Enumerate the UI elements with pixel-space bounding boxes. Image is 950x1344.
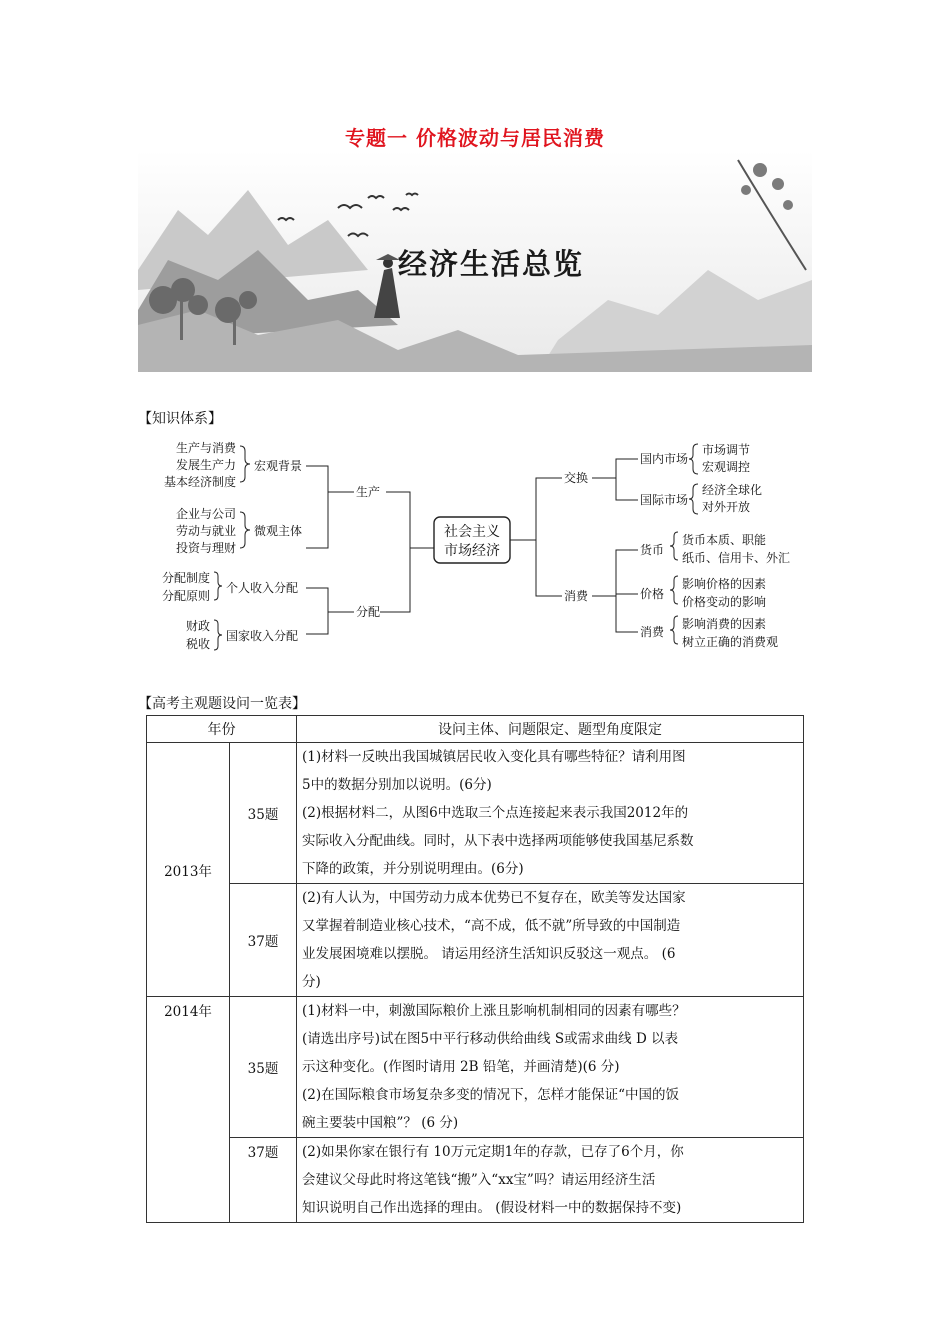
question-number-cell: 35题 [230, 743, 297, 884]
personal-income-label: 个人收入分配 [226, 581, 299, 595]
knowledge-section-label: 【知识体系】 [138, 411, 222, 427]
table-header-row [147, 716, 804, 743]
personal-item-1: 分配制度 [161, 571, 210, 585]
question-line: (1)材料一反映出我国城镇居民收入变化具有哪些特征？请利用图 [302, 749, 686, 765]
question-line: 示这种变化。(作图时请用 2B 铅笔，并画清楚)(6 分) [302, 1059, 620, 1075]
question-line: 会建议父母此时将这笔钱“搬”入“xx宝”吗？请运用经济生活 [302, 1172, 656, 1188]
question-line: 业发展困境难以摆脱。 请运用经济生活知识反驳这一观点。 (6 [302, 946, 676, 962]
currency-item-1: 货币本质、职能 [682, 533, 767, 547]
question-number-cell: 37题 [230, 1138, 297, 1223]
national-item-2: 税收 [185, 637, 210, 651]
national-income-label: 国家收入分配 [226, 629, 299, 643]
price-item-2: 价格变动的影响 [682, 595, 767, 609]
question-number-cell: 37题 [230, 884, 297, 997]
question-text-cell [297, 884, 804, 997]
table-row [147, 997, 804, 1138]
national-brace [214, 620, 222, 650]
international-market-label: 国际市场 [640, 493, 689, 507]
year-cell: 2014年 [147, 997, 230, 1223]
header-year: 年份 [147, 716, 297, 743]
banner-heading: 经济生活总览 [398, 247, 585, 281]
question-line: 分) [302, 974, 321, 990]
personal-brace [214, 572, 222, 600]
national-item-1: 财政 [185, 619, 210, 633]
header-content: 设问主体、问题限定、题型角度限定 [297, 716, 804, 743]
distribution-label: 分配 [356, 605, 381, 619]
micro-item-2: 劳动与就业 [175, 524, 236, 538]
micro-subject-label: 微观主体 [254, 524, 303, 538]
question-text-cell [297, 743, 804, 884]
year-cell: 2013年 [147, 743, 230, 997]
domestic-item-1: 市场调节 [702, 443, 751, 457]
consume-item-1: 影响消费的因素 [682, 617, 767, 631]
question-line: (2)有人认为，中国劳动力成本优势已不复存在，欧美等发达国家 [302, 890, 686, 906]
question-line: (2)根据材料二，从图6中选取三个点连接起来表示我国2012年的 [302, 805, 689, 821]
page-title: 专题一 价格波动与居民消费 [345, 126, 605, 150]
question-line: 下降的政策，并分别说明理由。(6分) [302, 861, 524, 877]
table-row [147, 1138, 804, 1223]
exchange-label: 交换 [564, 471, 589, 485]
micro-item-3: 投资与理财 [175, 541, 236, 555]
knowledge-system-diagram [138, 432, 818, 664]
macro-brace [240, 446, 250, 482]
international-item-2: 对外开放 [702, 500, 751, 514]
question-number-cell: 35题 [230, 997, 297, 1138]
price-label: 价格 [640, 587, 665, 601]
macro-item-3: 基本经济制度 [163, 475, 236, 489]
currency-item-2: 纸币、信用卡、外汇 [682, 551, 791, 565]
center-line-2: 市场经济 [444, 543, 500, 559]
domestic-item-2: 宏观调控 [702, 460, 751, 474]
consume-item-2: 树立正确的消费观 [682, 635, 779, 649]
question-line: 实际收入分配曲线。同时，从下表中选择两项能够使我国基尼系数 [302, 833, 694, 849]
table-row [147, 884, 804, 997]
center-line-1: 社会主义 [444, 524, 500, 540]
micro-item-1: 企业与公司 [175, 507, 236, 521]
exam-question-table [146, 715, 804, 1223]
micro-brace [240, 512, 250, 548]
international-item-1: 经济全球化 [702, 483, 763, 497]
macro-item-2: 发展生产力 [175, 458, 236, 472]
macro-item-1: 生产与消费 [175, 441, 236, 455]
question-line: (1)材料一中，刺激国际粮价上涨且影响机制相同的因素有哪些？ [302, 1003, 686, 1019]
domestic-market-label: 国内市场 [640, 452, 689, 466]
question-line: 又掌握着制造业核心技术，“高不成，低不就”所导致的中国制造 [302, 918, 681, 934]
question-line: (2)在国际粮食市场复杂多变的情况下，怎样才能保证“中国的饭 [302, 1087, 680, 1103]
consume-label: 消费 [640, 625, 665, 639]
table-row [147, 743, 804, 884]
exam-table-section-label: 【高考主观题设问一览表】 [138, 696, 306, 712]
production-label: 生产 [356, 485, 381, 499]
question-line: 知识说明自己作出选择的理由。 (假设材料一中的数据保持不变) [302, 1200, 682, 1216]
macro-background-label: 宏观背景 [254, 459, 303, 473]
question-line: 碗主要装中国粮”？ (6 分) [302, 1115, 459, 1131]
question-line: (请选出序号)试在图5中平行移动供给曲线 S或需求曲线 D 以表 [302, 1031, 679, 1047]
consumption-label: 消费 [564, 589, 589, 603]
personal-item-2: 分配原则 [161, 589, 210, 603]
currency-label: 货币 [640, 543, 665, 557]
question-line: (2)如果你家在银行有 10万元定期1年的存款，已存了6个月，你 [302, 1144, 684, 1160]
question-text-cell [297, 1138, 804, 1223]
question-line: 5中的数据分别加以说明。(6分) [302, 777, 492, 793]
price-item-1: 影响价格的因素 [682, 577, 767, 591]
question-text-cell [297, 997, 804, 1138]
